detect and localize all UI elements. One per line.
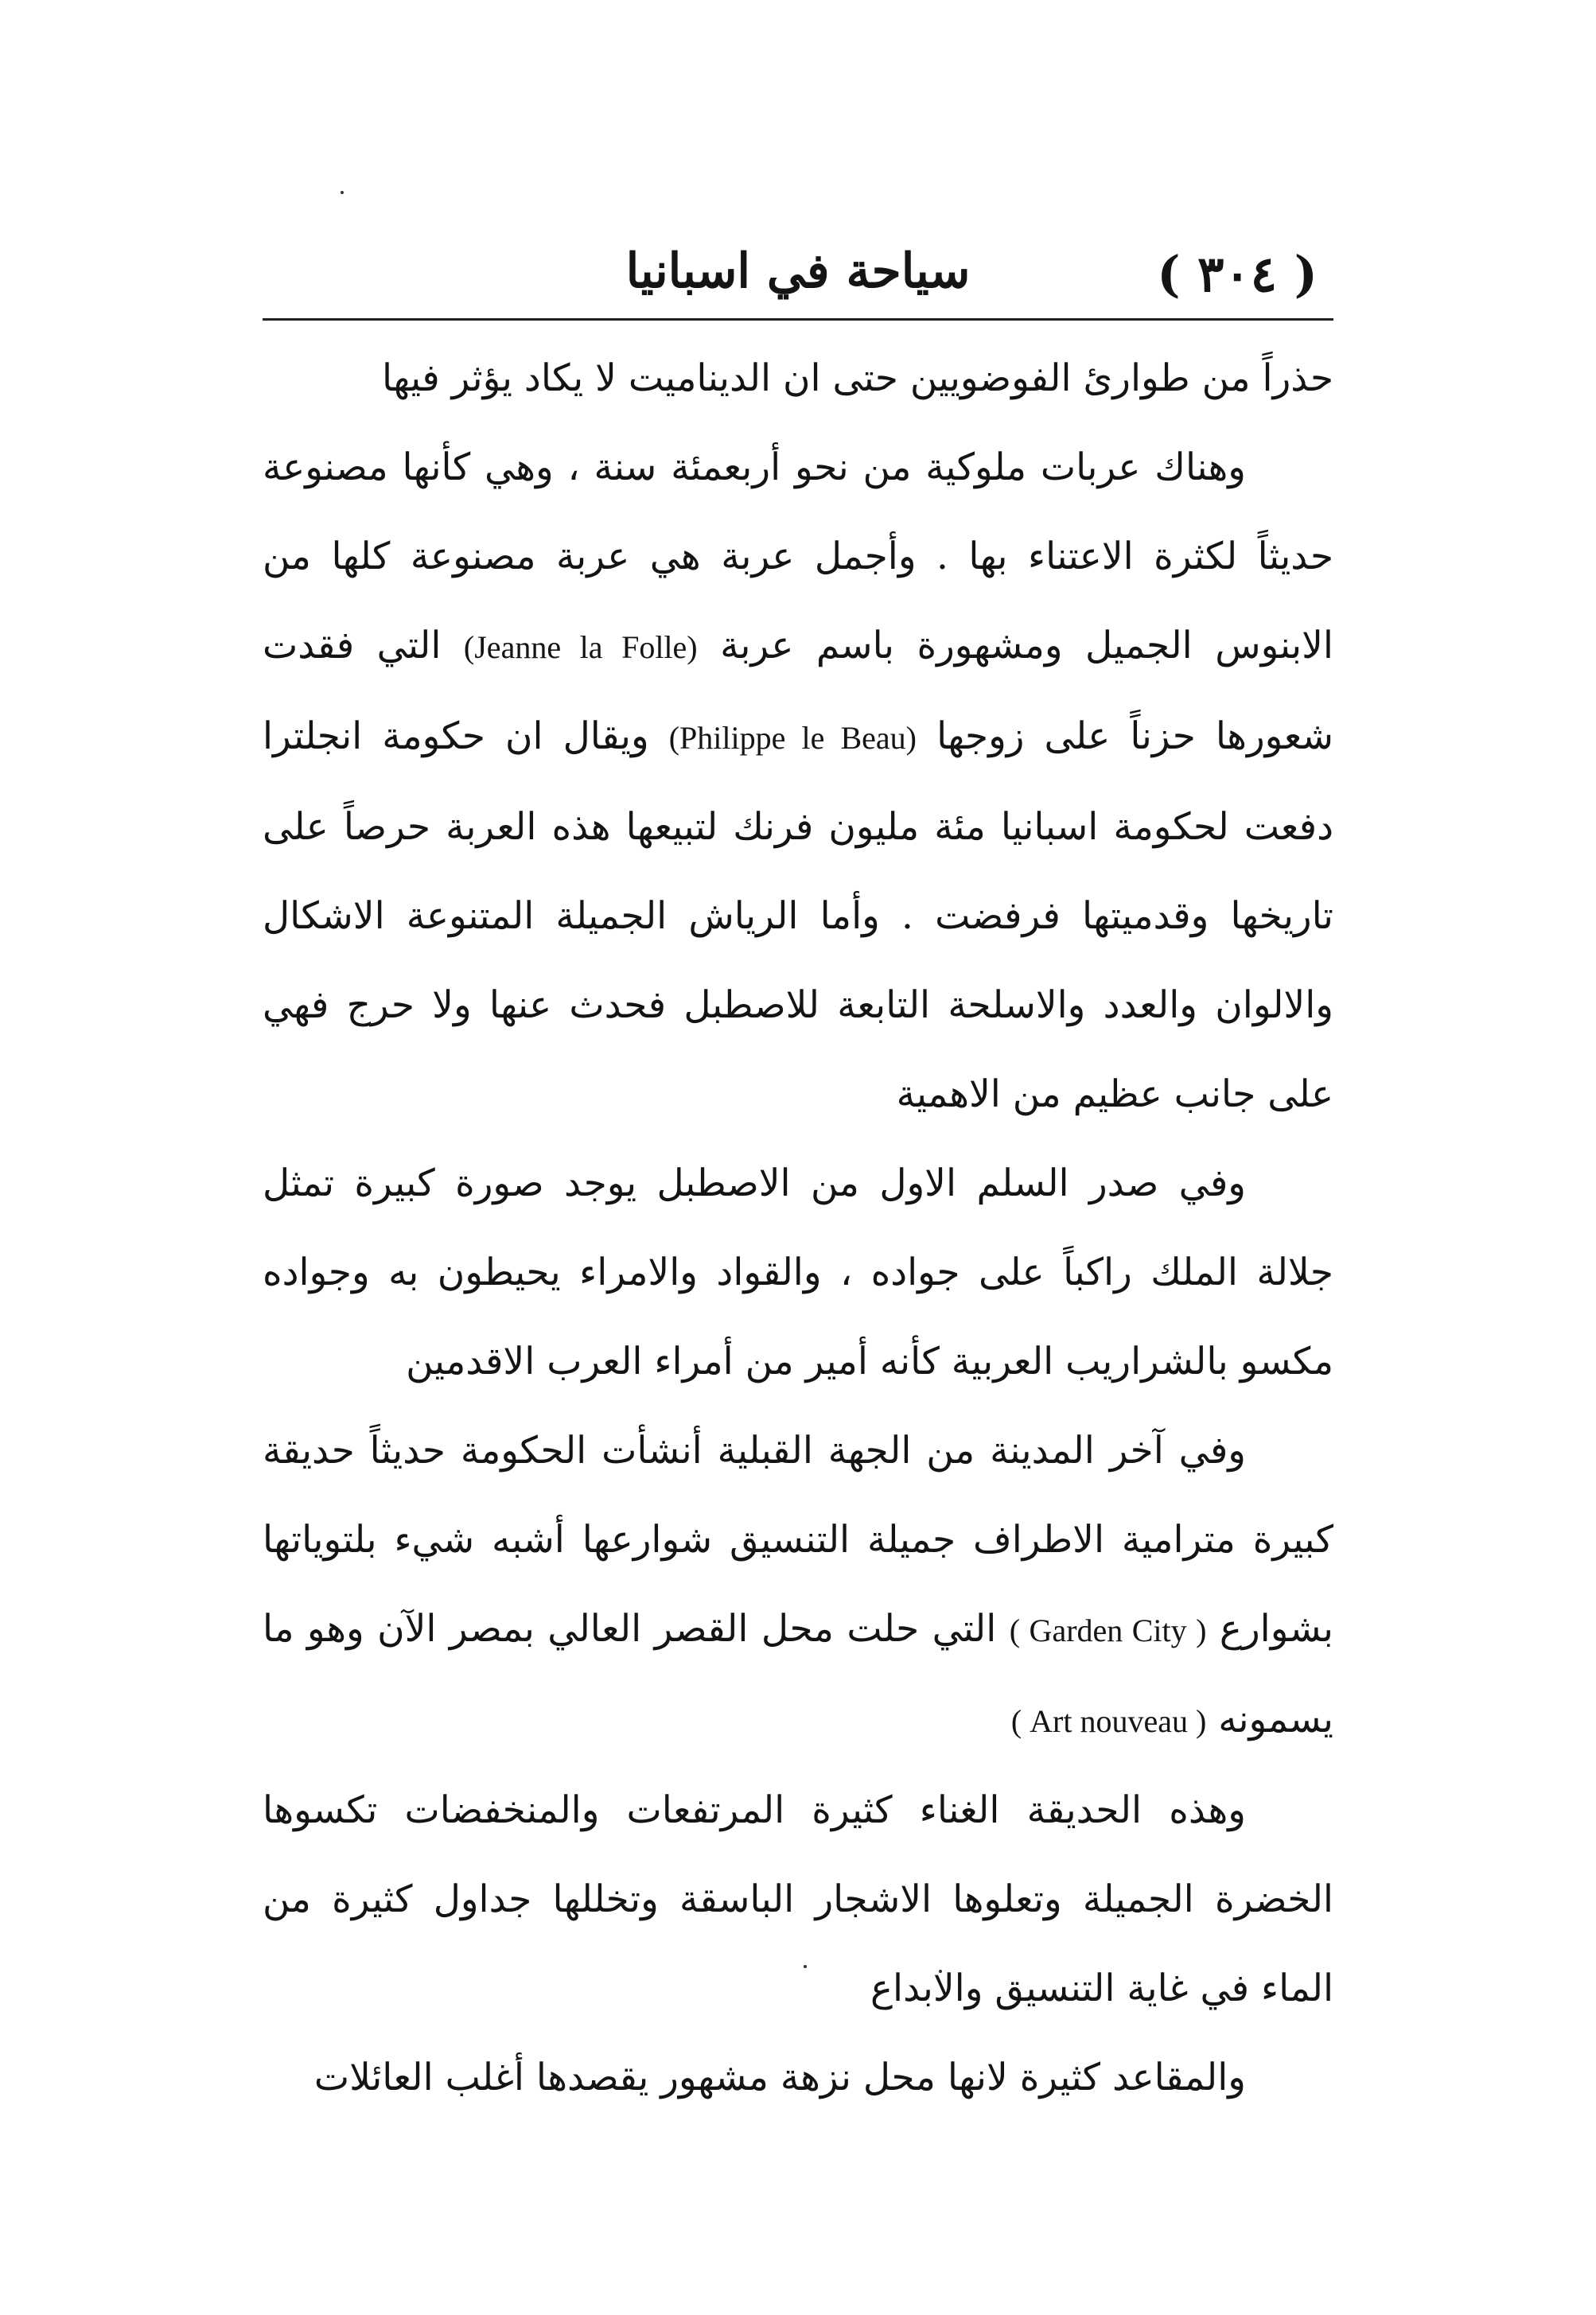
- page-number: ( ٣٠٤ ): [1157, 245, 1318, 303]
- latin-name: (Jeanne la Folle): [463, 629, 698, 665]
- running-title: سياحة في اسبانيا: [625, 243, 971, 299]
- body-text: [263, 334, 1333, 2122]
- paragraph: [263, 1139, 1333, 1407]
- paragraph-text: حذراً من طوارئ الفوضويين حتى ان الديناميت لا يكاد يؤثر فيها: [382, 356, 1333, 400]
- paragraph: [263, 1766, 1333, 2033]
- header-rule: [263, 318, 1333, 321]
- latin-name: ( Garden City ): [1009, 1613, 1207, 1648]
- latin-name: ( Art nouveau ): [1010, 1703, 1207, 1739]
- paragraph-text: وفي صدر السلم الاول من الاصطبل يوجد صورة كبيرة تمثل جلالة الملك راكباً على جواده ، والقواد والامراء يحيطون به وجواده مكسو بالشراريب العربية كأنه أمير من أمراء العرب الاقدمين: [263, 1161, 1333, 1383]
- paragraph-text: التي حلت محل القصر العالي بمصر الآن وهو ما يسمونه: [263, 1607, 1333, 1741]
- paragraph-text: والمقاعد كثيرة لانها محل نزهة مشهور يقصدها أغلب العائلات: [313, 2056, 1246, 2099]
- paragraph: [263, 2033, 1333, 2122]
- paragraph-text: وفي آخر المدينة من الجهة القبلية أنشأت الحكومة حديثاً حديقة كبيرة مترامية الاطراف جميلة التنسيق شوارعها أشبه شيء بلتوياتها بشوارع: [263, 1429, 1333, 1651]
- paragraph-text: وهذه الحديقة الغناء كثيرة المرتفعات والمنخفضات تكسوها الخضرة الجميلة وتعلوها الاشجار الباسقة وتخللها جداول كثيرة من الماء في غاية التنسيق والابداع: [263, 1788, 1333, 2010]
- paragraph-text: وهناك عربات ملوكية من نحو أربعمئة سنة ، وهي كأنها مصنوعة حديثاً لكثرة الاعتناء بها . وأجمل عربة هي عربة مصنوعة كلها من الابنوس الجميل ومشهورة باسم عربة: [263, 445, 1333, 667]
- paragraph: [263, 334, 1333, 423]
- paragraph: [263, 423, 1333, 1139]
- paragraph: [263, 1407, 1333, 1766]
- paragraph-text: ويقال ان حكومة انجلترا دفعت لحكومة اسبانيا مئة مليون فرنك لتبيعها هذه العربة حرصاً على تاريخها وقدميتها فرفضت . وأما الرياش الجميلة المتنوعة الاشكال والالوان والعدد والاسلحة التابعة للاصطبل فحدث عنها ولا حرج فهي على جانب عظيم من الاهمية: [263, 714, 1333, 1116]
- print-speck: [341, 191, 344, 194]
- page-header: [263, 231, 1333, 318]
- latin-name: (Philippe le Beau): [668, 720, 917, 756]
- paragraph-text: التي فقدت شعورها حزناً على زوجها: [263, 624, 1333, 758]
